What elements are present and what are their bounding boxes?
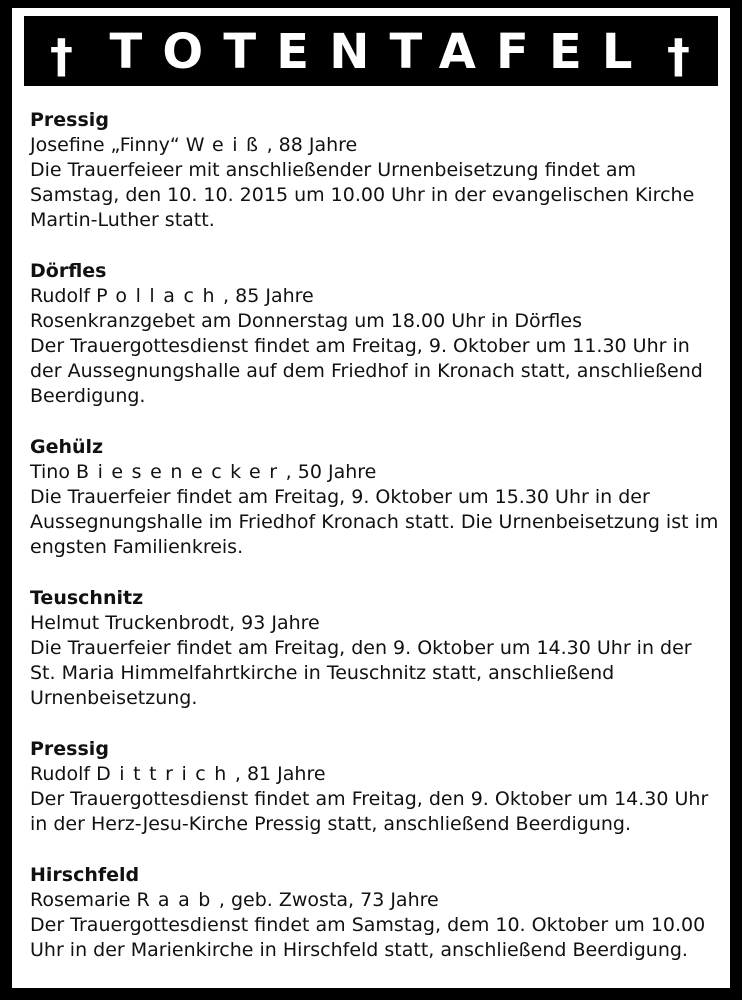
- entry-name-first: Josefine „Finny“: [30, 134, 186, 156]
- entry-text-line: in der Herz-Jesu-Kirche Pressig statt, anschließend Beerdigung.: [30, 813, 632, 835]
- entry-age: , 50 Jahre: [285, 461, 377, 483]
- obituary-entry: [30, 259, 724, 409]
- obituary-entry: [30, 108, 724, 233]
- entry-place: Gehülz: [30, 436, 104, 458]
- entry-age: , 88 Jahre: [266, 134, 358, 156]
- obituary-entry: [30, 863, 724, 963]
- entry-place: Pressig: [30, 109, 109, 131]
- obituary-entry: [30, 586, 724, 711]
- entry-surname: Biesenecker: [76, 461, 286, 483]
- entry-text-line: Der Trauergottesdienst findet am Freitag, den 9. Oktober um 14.30 Uhr: [30, 788, 709, 810]
- entry-age: , 93 Jahre: [229, 612, 320, 634]
- entry-text-line: Die Trauerfeier findet am Freitag, den 9. Oktober um 14.30 Uhr in der: [30, 637, 692, 659]
- entry-age: , geb. Zwosta, 73 Jahre: [218, 889, 439, 911]
- entry-text-line: Urnenbeisetzung.: [30, 687, 198, 709]
- entry-surname: Weiß: [185, 134, 267, 156]
- entry-text-line: Die Trauerfeieer mit anschließender Urnenbeisetzung findet am: [30, 159, 637, 181]
- entry-name-line: [30, 611, 724, 636]
- entry-name-first: Tino: [30, 461, 77, 483]
- page-title: TOTENTAFEL: [109, 24, 653, 80]
- entry-name-line: [30, 762, 724, 787]
- entry-place: Pressig: [30, 738, 109, 760]
- entry-text-line: engsten Familienkreis.: [30, 536, 244, 558]
- entry-place: Dörfles: [30, 260, 107, 282]
- entry-text-line: Die Trauerfeier findet am Freitag, 9. Oktober um 15.30 Uhr in der: [30, 486, 650, 508]
- obituary-entry: [30, 435, 724, 560]
- entry-text-line: St. Maria Himmelfahrtkirche in Teuschnitz statt, anschließend: [30, 662, 615, 684]
- entry-text-line: Rosenkranzgebet am Donnerstag um 18.00 Uhr in Dörfles: [30, 310, 582, 332]
- entry-name-line: [30, 284, 724, 309]
- entry-name-first: Rudolf: [30, 285, 97, 307]
- entry-text-line: Beerdigung.: [30, 385, 146, 407]
- entry-age: , 81 Jahre: [234, 763, 326, 785]
- entry-place: Hirschfeld: [30, 864, 140, 886]
- entry-text-line: Der Trauergottesdienst findet am Freitag, 9. Oktober um 11.30 Uhr in: [30, 335, 690, 357]
- obituary-list: [30, 108, 724, 989]
- entry-text-line: Martin-Luther statt.: [30, 209, 215, 231]
- header-bar: [24, 16, 718, 86]
- entry-name-line: [30, 133, 724, 158]
- obituary-entry: [30, 737, 724, 837]
- entry-surname: Raab: [136, 889, 219, 911]
- entry-name-line: [30, 888, 724, 913]
- cross-left-icon: †: [50, 29, 73, 83]
- entry-text-line: Der Trauergottesdienst findet am Samstag, dem 10. Oktober um 10.00: [30, 914, 706, 936]
- entry-text-line: Uhr in der Marienkirche in Hirschfeld statt, anschließend Beerdigung.: [30, 939, 688, 961]
- entry-text-line: der Aussegnungshalle auf dem Friedhof in Kronach statt, anschließend: [30, 360, 703, 382]
- entry-name-first: Rosemarie: [30, 889, 137, 911]
- entry-age: , 85 Jahre: [223, 285, 314, 307]
- entry-surname: Pollach: [96, 285, 224, 307]
- entry-name-first: Helmut Truckenbrodt: [30, 612, 230, 634]
- entry-text-line: Samstag, den 10. 10. 2015 um 10.00 Uhr in der evangelischen Kirche: [30, 184, 695, 206]
- entry-name-first: Rudolf: [30, 763, 97, 785]
- cross-right-icon: †: [667, 29, 690, 83]
- entry-surname: Dittrich: [96, 763, 235, 785]
- entry-name-line: [30, 460, 724, 485]
- entry-text-line: Aussegnungshalle im Friedhof Kronach statt. Die Urnenbeisetzung ist im: [30, 511, 719, 533]
- entry-place: Teuschnitz: [30, 587, 144, 609]
